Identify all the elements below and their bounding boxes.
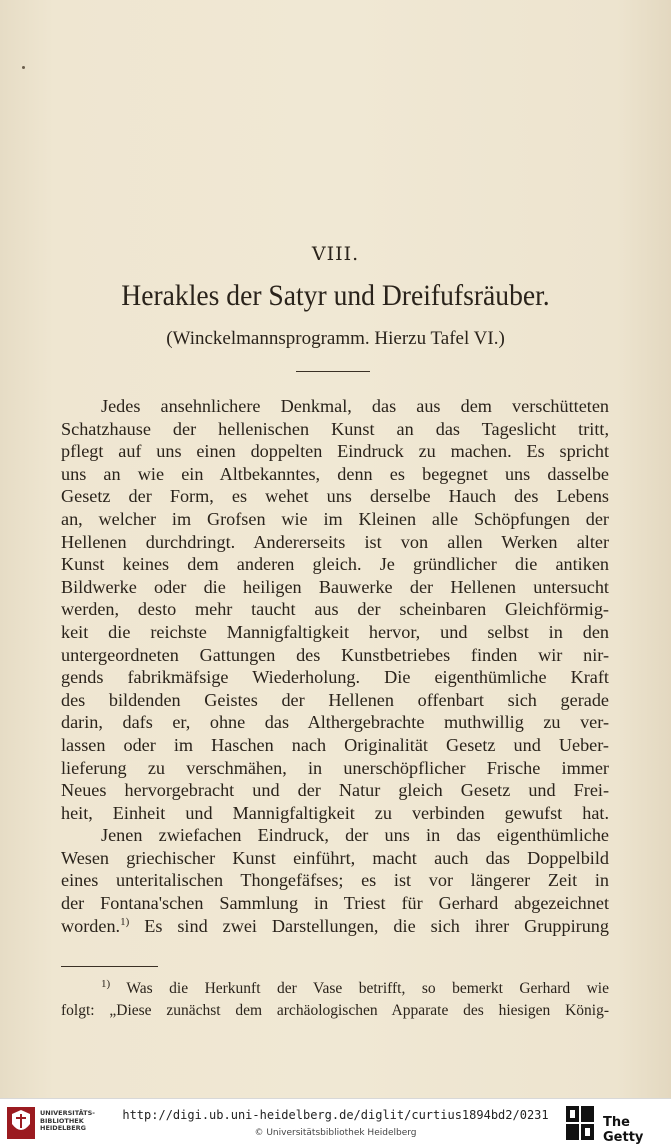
copyright-notice: © Universitätsbibliothek Heidelberg xyxy=(254,1128,417,1138)
text-line: des bildenden Geistes der Hellenen offenbart sich gerade xyxy=(61,689,609,710)
chapter-subtitle: (Winckelmannsprogramm. Hierzu Tafel VI.) xyxy=(166,328,505,349)
institution-line: BIBLIOTHEK xyxy=(40,1116,84,1125)
viewer-footer xyxy=(0,1098,671,1147)
chapter-title: Herakles der Satyr und Dreifufsräuber. xyxy=(121,279,550,312)
text-line: Jenen zwiefachen Eindruck, der uns in das eigenthümliche xyxy=(101,825,609,846)
text-line: pflegt auf uns einen doppelten Eindruck zu machen. Es spricht xyxy=(61,441,609,462)
text-line: gends fabrikmäfsige Wiederholung. Die eigenthümliche Kraft xyxy=(61,667,609,688)
text-line: Kunst keines dem anderen gleich. Je gründlicher die antiken xyxy=(61,554,609,575)
text-line: werden, desto mehr taucht aus der scheinbaren Gleichförmig- xyxy=(61,599,609,620)
text-line: Jedes ansehnlichere Denkmal, das aus dem verschütteten xyxy=(101,396,609,416)
text-line: Neues hervorgebracht und der Natur gleich Gesetz und Frei- xyxy=(61,780,609,801)
footnote-line xyxy=(61,978,609,1000)
institution-line: HEIDELBERG xyxy=(40,1124,87,1132)
text-fragment: worden. xyxy=(61,915,121,936)
body-text xyxy=(61,395,609,937)
footnote-marker: 1) xyxy=(101,977,111,990)
text-line: an, welcher im Grofsen wie im Kleinen alle Schöpfungen der xyxy=(61,508,609,529)
text-line: Schatzhause der hellenischen Kunst an das Tageslicht tritt, xyxy=(61,418,609,439)
chapter-number: VIII. xyxy=(311,243,360,265)
text-fragment: Es sind zwei Darstellungen, die sich ihrer Gruppirung xyxy=(144,915,609,936)
institution-line: UNIVERSITÄTS- xyxy=(40,1109,95,1117)
footnote-rule xyxy=(61,966,158,967)
text-line: lieferung zu verschmähen, in unerschöpflicher Frische immer xyxy=(61,757,609,778)
text-line: Hellenen durchdringt. Andererseits ist von allen Werken alter xyxy=(61,531,609,552)
text-line: der Fontana'schen Sammlung in Triest für Gerhard abgezeichnet xyxy=(61,893,609,914)
text-line: uns an wie ein Altbekanntes, denn es begegnet uns dasselbe xyxy=(61,463,609,484)
footnote xyxy=(61,978,609,1022)
footnote-reference[interactable]: 1) xyxy=(120,915,130,928)
text-line: heit, Einheit und Mannigfaltigkeit zu verbinden gewufst hat. xyxy=(61,802,609,823)
text-line: keit die reichste Mannigfaltigkeit hervor, und selbst in den xyxy=(61,621,609,642)
text-line: darin, dafs er, ohne das Althergebrachte muthwillig zu ver- xyxy=(61,712,609,733)
text-line: eines unteritalischen Thongefäfses; es ist vor längerer Zeit in xyxy=(61,870,609,891)
text-line: Gesetz der Form, es wehet uns derselbe Hauch des Lebens xyxy=(61,486,609,507)
speck-mark xyxy=(22,66,25,69)
title-rule xyxy=(296,371,370,372)
text-line: untergeordneten Gattungen des Kunstbetriebes finden wir nir- xyxy=(61,644,609,665)
partner-name[interactable]: The Getty xyxy=(603,1115,644,1145)
footnote-text: Was die Herkunft der Vase betrifft, so bemerkt Gerhard wie xyxy=(126,980,609,997)
text-line: Bildwerke oder die heiligen Bauwerke der Hellenen untersucht xyxy=(61,576,609,597)
footnote-line: folgt: „Diese zunächst dem archäologischen Apparate des hiesigen König‐ xyxy=(61,1002,609,1019)
text-line: lassen oder im Haschen nach Originalität Gesetz und Ueber- xyxy=(61,734,609,755)
text-line: Wesen griechischer Kunst einführt, macht auch das Doppelbild xyxy=(61,847,609,868)
getty-logo-icon[interactable] xyxy=(565,1105,595,1141)
text-line-with-footnote-ref xyxy=(61,915,609,938)
permalink-url[interactable]: http://digi.ub.uni-heidelberg.de/diglit/curtius1894bd2/0231 xyxy=(122,1108,549,1122)
